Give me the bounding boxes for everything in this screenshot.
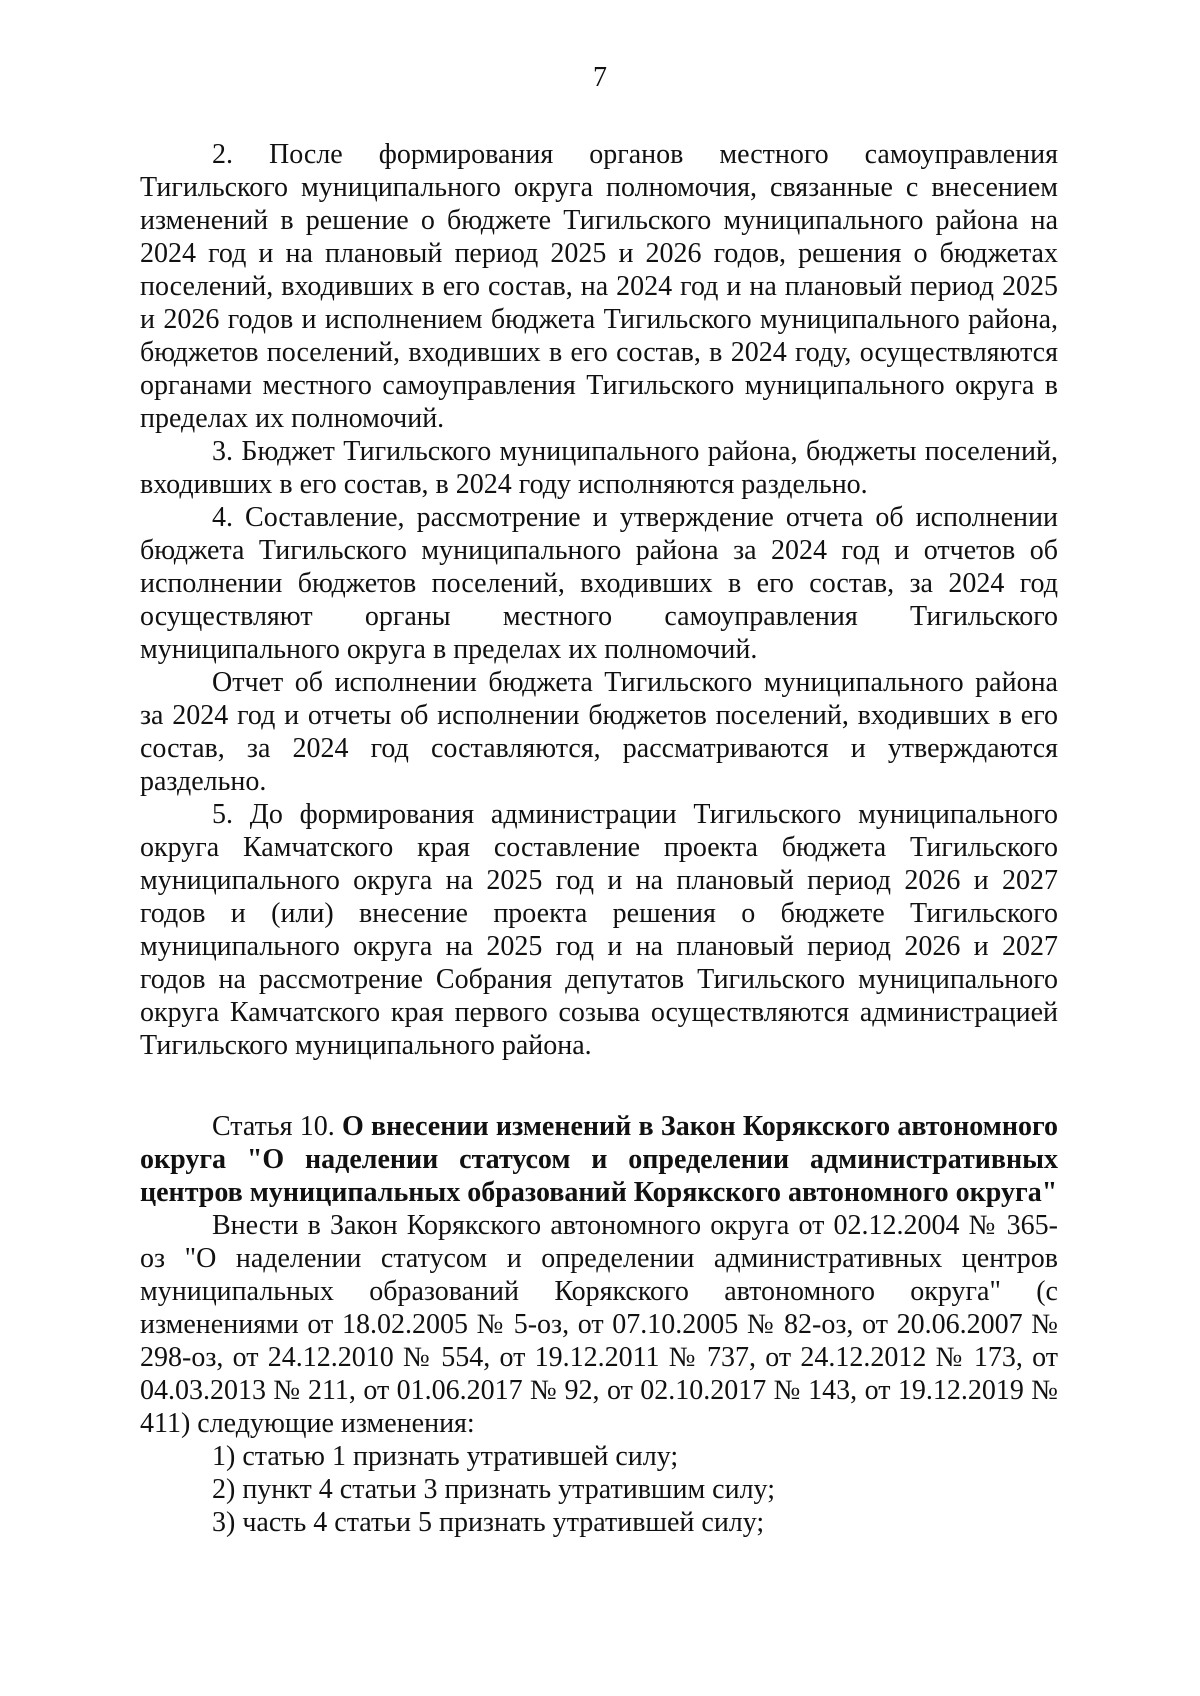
page-number: 7	[593, 62, 607, 93]
paragraph-2: 2. После формирования органов местного самоуправления Тигильского муниципального округа полномочия, связанные с внесением изменений в решение о бюджете Тигильского муниципального района на 2024 год и на плановый период 2025 и 2026 годов, решения о бюджетах поселений, входивших в его состав, на 2024 год и на плановый период 2025 и 2026 годов и исполнением бюджета Тигильского муниципального района, бюджетов поселений, входивших в его состав, в 2024 году, осуществляются органами местного самоуправления Тигильского муниципального округа в пределах их полномочий.	[140, 139, 1058, 434]
document-body	[140, 138, 1058, 1539]
article-number: Статья 10.	[212, 1111, 342, 1142]
list-item: 2) пункт 4 статьи 3 признать утратившим силу;	[212, 1474, 775, 1505]
list-item: 3) часть 4 статьи 5 признать утратившей силу;	[212, 1507, 765, 1538]
paragraph-4-report: Отчет об исполнении бюджета Тигильского муниципального района за 2024 год и отчеты об исполнении бюджетов поселений, входивших в его состав, за 2024 год составляются, рассматриваются и утверждаются раздельно.	[140, 667, 1058, 797]
article-intro: Внести в Закон Корякского автономного округа от 02.12.2004 № 365-оз "О наделении статусом и определении административных центров муниципальных образований Корякского автономного округа" (с изменениями от 18.02.2005 № 5-оз, от 07.10.2005 № 82-оз, от 20.06.2007 № 298-оз, от 24.12.2010 № 554, от 19.12.2011 № 737, от 24.12.2012 № 173, от 04.03.2013 № 211, от 01.06.2017 № 92, от 02.10.2017 № 143, от 19.12.2019 № 411) следующие изменения:	[140, 1210, 1058, 1439]
article-heading: О внесении изменений в Закон Корякского автономного округа "О наделении статусом и определении административных центров муниципальных образований Корякского автономного округа"	[140, 1111, 1058, 1208]
paragraph-4: 4. Составление, рассмотрение и утверждение отчета об исполнении бюджета Тигильского муниципального района за 2024 год и отчетов об исполнении бюджетов поселений, входивших в его состав, за 2024 год осуществляют органы местного самоуправления Тигильского муниципального округа в пределах их полномочий.	[140, 502, 1058, 665]
article-10-title	[140, 1110, 1058, 1209]
list-item: 1) статью 1 признать утратившей силу;	[212, 1441, 679, 1472]
paragraph-3: 3. Бюджет Тигильского муниципального района, бюджеты поселений, входивших в его состав, в 2024 году исполняются раздельно.	[140, 436, 1058, 500]
paragraph-5: 5. До формирования администрации Тигильского муниципального округа Камчатского края составление проекта бюджета Тигильского муниципального округа на 2025 год и на плановый период 2026 и 2027 годов и (или) внесение проекта решения о бюджете Тигильского муниципального округа на 2025 год и на плановый период 2026 и 2027 годов на рассмотрение Собрания депутатов Тигильского муниципального округа Камчатского края первого созыва осуществляются администрацией Тигильского муниципального района.	[140, 799, 1058, 1061]
